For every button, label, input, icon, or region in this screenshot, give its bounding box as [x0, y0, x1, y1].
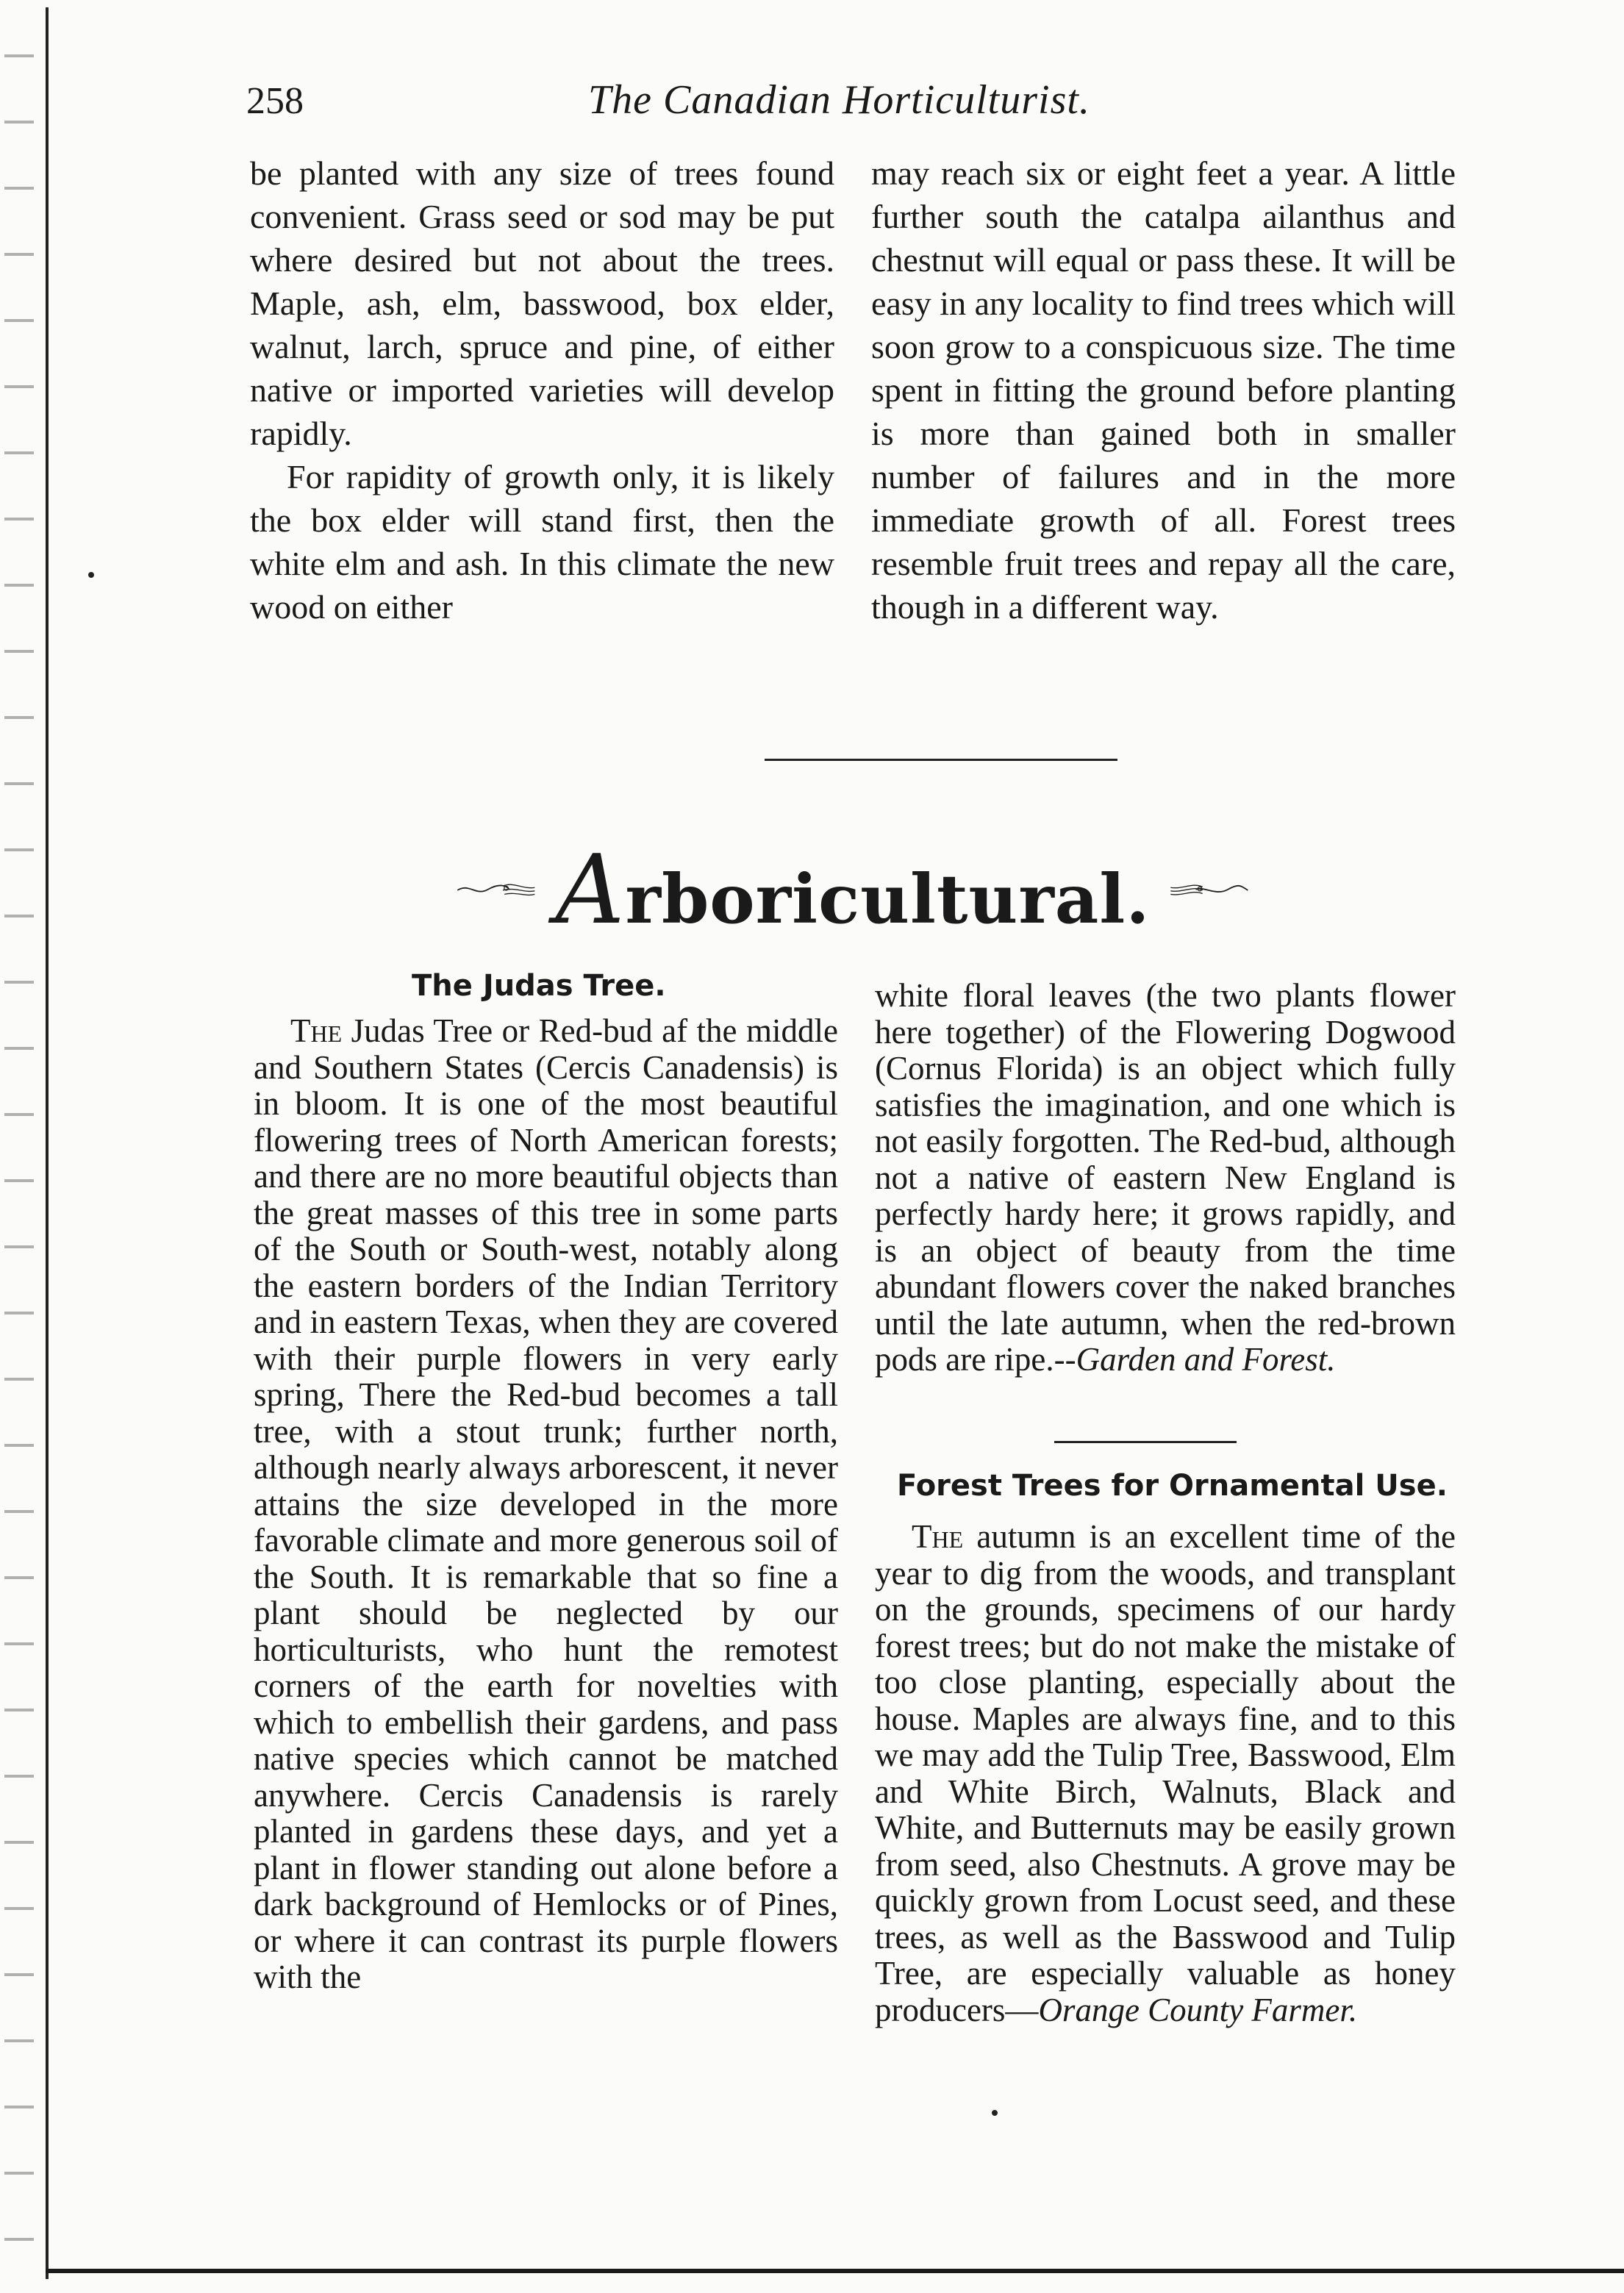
binding-edge-line	[46, 7, 49, 2279]
running-head: The Canadian Horticulturist.	[588, 77, 1090, 123]
section-title-initial: A	[555, 834, 626, 945]
top-left-column	[250, 151, 834, 629]
judas-body-right: white floral leaves (the two plants flower here together) of the Flowering Dogwood (Cornus Florida) is an object which fully satisfies the imagination, and one which is not easily forgotten. The Red-bud, although not a native of eastern New England is perfectly hardy here; it grows rapidly, and is an object of beauty from the time abundant flowers cover the naked branches until the late autumn, when the red-brown pods are ripe.--	[875, 977, 1456, 1378]
forest-body: autumn is an excellent time of the year to dig from the woods, and transplant on the grounds, specimens of our hardy forest trees; but do not make the mistake of too close planting, especially about the house. Maples are always fine, and to this we may add the Tulip Tree, Basswood, Elm and White Birch, Walnuts, Black and White, and Butternuts may be easily grown from seed, also Chestnuts. A grove may be quickly grown from Locust seed, and these trees, as well as the Basswood and Tulip Tree, are especially valuable as honey producers—	[875, 1518, 1456, 2028]
stray-ink-dot	[992, 2110, 998, 2116]
section-heading	[456, 834, 1250, 945]
section-title	[556, 834, 1151, 945]
top-right-paragraph-1: may reach six or eight feet a year. A little further south the catalpa ailanthus and chestnut will equal or pass these. It will be easy in any locality to find trees which will soon grow to a conspicuous size. The time spent in fitting the ground before planting is more than gained both in smaller number of failures and in the more immediate growth of all. Forest trees resemble fruit trees and repay all the care, though in a different way.	[871, 154, 1456, 626]
section-separator-rule	[765, 759, 1117, 761]
top-left-paragraph-1: be planted with any size of trees found convenient. Grass seed or sod may be put where desired but not about the trees. Maple, ash, elm, basswood, box elder, walnut, larch, spruce and pine, of either native or imported varieties will develop rapidly.	[250, 154, 834, 452]
article-title-judas-tree: The Judas Tree.	[412, 969, 666, 1003]
section-title-rest: rboricultural.	[625, 859, 1151, 939]
forest-trees-column	[875, 1519, 1456, 2028]
stray-ink-dot	[88, 572, 94, 578]
forest-source: Orange County Farmer.	[1038, 1991, 1358, 2028]
judas-tree-text-left	[254, 1013, 838, 1996]
top-left-paragraph-2: For rapidity of growth only, it is likely the box elder will stand first, then the white elm and ash. In this climate the new wood on either	[250, 458, 834, 626]
article-title-forest-trees: Forest Trees for Ornamental Use.	[897, 1469, 1448, 1503]
binding-edge-specks	[4, 29, 34, 2264]
left-flourish-ornament	[456, 868, 537, 912]
right-flourish-ornament	[1169, 868, 1250, 912]
judas-tree-right-column	[875, 978, 1456, 1378]
judas-lead-word: The	[290, 1012, 343, 1049]
page-number: 258	[246, 80, 304, 122]
forest-lead-word: The	[912, 1518, 964, 1555]
judas-tree-text-right	[875, 978, 1456, 1378]
top-right-column	[871, 151, 1456, 629]
judas-body-left: Judas Tree or Red-bud af the middle and Southern States (Cercis Canadensis) is in bloom. It is one of the most beautiful flowering trees of North American forests; and there are no more beautiful objects than the great masses of this tree in some parts of the South or South-west, notably along the eastern borders of the Indian Territory and in eastern Texas, when they are covered with their purple flowers in very early spring, There the Red-bud becomes a tall tree, with a stout trunk; further north, although nearly always arborescent, it never attains the size developed in the more favorable climate and more generous soil of the South. It is remarkable that so fine a plant should be neglected by our horticulturists, who hunt the remotest corners of the earth for novelties with which to embellish their gardens, and pass native species which cannot be matched anywhere. Cercis Canadensis is rarely planted in gardens these days, and yet a plant in flower standing out alone before a dark background of Hemlocks or of Pines, or where it can contrast its purple flowers with the	[254, 1012, 838, 1995]
bottom-page-edge	[46, 2269, 1624, 2273]
judas-tree-left-column	[254, 1013, 838, 1996]
article-separator-rule	[1054, 1441, 1237, 1443]
judas-source: Garden and Forest.	[1076, 1341, 1336, 1378]
forest-trees-text	[875, 1519, 1456, 2028]
